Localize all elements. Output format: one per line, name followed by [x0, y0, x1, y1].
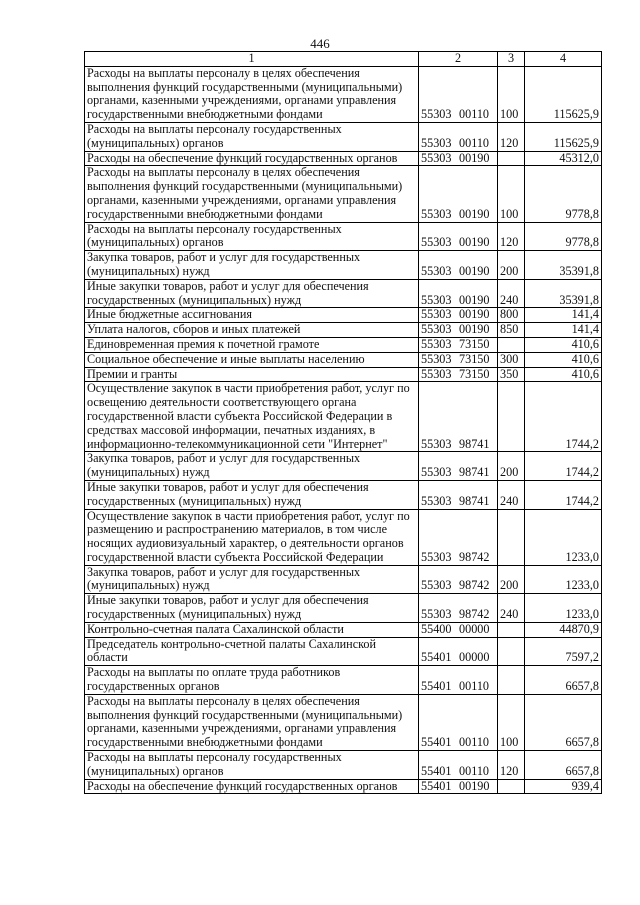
expense-name-cell: Иные закупки товаров, работ и услуг для обеспечения государственных (муниципальных) нужд — [85, 279, 419, 308]
expense-type-cell: 350 — [498, 367, 525, 382]
code-program: 55303 — [421, 206, 452, 221]
amount-cell: 6657,8 — [525, 694, 602, 750]
amount-cell: 1744,2 — [525, 452, 602, 481]
code-direction: 00110 — [459, 735, 490, 750]
code-direction: 00000 — [459, 650, 490, 665]
table-row — [85, 166, 602, 222]
header-col-4: 4 — [525, 52, 602, 67]
expense-name-cell: Осуществление закупок в части приобретения работ, услуг по освещению деятельности соответствующего органа государственной власти субъекта Российской Федерации в средствах массовой информации, печатных изданиях, в информационно-телекоммуникационной сети "Интернет" — [85, 382, 419, 452]
table-row — [85, 751, 602, 780]
classification-code-cell — [419, 308, 498, 323]
expense-type-cell: 200 — [498, 565, 525, 594]
budget-table — [84, 51, 602, 794]
amount-cell: 35391,8 — [525, 279, 602, 308]
classification-code-cell — [419, 279, 498, 308]
expense-type-cell: 240 — [498, 594, 525, 623]
expense-name-cell: Расходы на выплаты персоналу государственных (муниципальных) органов — [85, 122, 419, 151]
code-program: 55401 — [421, 650, 452, 665]
code-program: 55303 — [421, 292, 452, 307]
expense-name-cell: Иные бюджетные ассигнования — [85, 308, 419, 323]
expense-name-cell: Иные закупки товаров, работ и услуг для обеспечения государственных (муниципальных) нужд — [85, 480, 419, 509]
table-row — [85, 694, 602, 750]
code-direction: 00190 — [459, 292, 490, 307]
table-row — [85, 367, 602, 382]
amount-cell: 9778,8 — [525, 222, 602, 251]
code-direction: 00190 — [459, 263, 490, 278]
table-row — [85, 279, 602, 308]
code-program: 55303 — [421, 322, 452, 337]
table-row — [85, 337, 602, 352]
expense-type-cell: 300 — [498, 352, 525, 367]
classification-code-cell — [419, 251, 498, 280]
code-program: 55303 — [421, 263, 452, 278]
table-header-row — [85, 52, 602, 67]
amount-cell: 44870,9 — [525, 622, 602, 637]
table-row — [85, 222, 602, 251]
header-col-1: 1 — [85, 52, 419, 67]
expense-type-cell — [498, 509, 525, 565]
code-direction: 00110 — [459, 763, 490, 778]
table-row — [85, 308, 602, 323]
code-direction: 00190 — [459, 322, 490, 337]
code-program: 55401 — [421, 763, 452, 778]
table-row — [85, 565, 602, 594]
table-row — [85, 637, 602, 666]
amount-cell: 45312,0 — [525, 151, 602, 166]
expense-name-cell: Премии и гранты — [85, 367, 419, 382]
classification-code-cell — [419, 779, 498, 794]
table-row — [85, 452, 602, 481]
classification-code-cell — [419, 122, 498, 151]
code-direction: 00110 — [459, 679, 490, 694]
code-direction: 00190 — [459, 151, 490, 165]
amount-cell: 9778,8 — [525, 166, 602, 222]
code-direction: 00190 — [459, 307, 490, 322]
expense-type-cell: 240 — [498, 480, 525, 509]
expense-name-cell: Председатель контрольно-счетной палаты Сахалинской области — [85, 637, 419, 666]
expense-name-cell: Расходы на выплаты персоналу в целях обеспечения выполнения функций государственными (муниципальными) органами, казенными учреждениями, органами управления государственными внебюджетными фондами — [85, 166, 419, 222]
code-program: 55401 — [421, 779, 452, 793]
expense-name-cell: Контрольно-счетная палата Сахалинской области — [85, 622, 419, 637]
code-direction: 73150 — [459, 337, 490, 351]
code-program: 55303 — [421, 352, 452, 366]
code-program: 55303 — [421, 235, 452, 250]
amount-cell: 1744,2 — [525, 382, 602, 452]
code-direction: 00110 — [459, 135, 490, 150]
table-row — [85, 622, 602, 637]
table-row — [85, 151, 602, 166]
expense-type-cell: 100 — [498, 166, 525, 222]
amount-cell: 1744,2 — [525, 480, 602, 509]
expense-type-cell: 100 — [498, 66, 525, 122]
classification-code-cell — [419, 323, 498, 338]
amount-cell: 1233,0 — [525, 509, 602, 565]
expense-type-cell: 120 — [498, 751, 525, 780]
code-program: 55303 — [421, 367, 452, 381]
expense-name-cell: Уплата налогов, сборов и иных платежей — [85, 323, 419, 338]
table-row — [85, 352, 602, 367]
table-row — [85, 251, 602, 280]
amount-cell: 141,4 — [525, 323, 602, 338]
expense-type-cell: 850 — [498, 323, 525, 338]
code-program: 55303 — [421, 465, 452, 480]
expense-name-cell: Закупка товаров, работ и услуг для государственных (муниципальных) нужд — [85, 452, 419, 481]
page-number: 446 — [310, 36, 330, 51]
classification-code-cell — [419, 367, 498, 382]
classification-code-cell — [419, 480, 498, 509]
expense-name-cell: Расходы на выплаты персоналу в целях обеспечения выполнения функций государственными (муниципальными) органами, казенными учреждениями, органами управления государственными внебюджетными фондами — [85, 66, 419, 122]
header-col-2: 2 — [419, 52, 498, 67]
amount-cell: 115625,9 — [525, 66, 602, 122]
code-program: 55303 — [421, 436, 452, 451]
table-row — [85, 509, 602, 565]
amount-cell: 7597,2 — [525, 637, 602, 666]
expense-name-cell: Социальное обеспечение и иные выплаты населению — [85, 352, 419, 367]
amount-cell: 35391,8 — [525, 251, 602, 280]
classification-code-cell — [419, 637, 498, 666]
expense-type-cell — [498, 151, 525, 166]
expense-type-cell — [498, 637, 525, 666]
code-direction: 98741 — [459, 493, 490, 508]
table-row — [85, 323, 602, 338]
expense-name-cell: Расходы на выплаты персоналу государственных (муниципальных) органов — [85, 751, 419, 780]
table-row — [85, 480, 602, 509]
classification-code-cell — [419, 594, 498, 623]
expense-type-cell: 120 — [498, 222, 525, 251]
table-row — [85, 594, 602, 623]
amount-cell: 410,6 — [525, 367, 602, 382]
expense-type-cell — [498, 337, 525, 352]
classification-code-cell — [419, 622, 498, 637]
code-direction: 00190 — [459, 206, 490, 221]
amount-cell: 410,6 — [525, 352, 602, 367]
expense-name-cell: Единовременная премия к почетной грамоте — [85, 337, 419, 352]
classification-code-cell — [419, 382, 498, 452]
classification-code-cell — [419, 694, 498, 750]
code-direction: 73150 — [459, 367, 490, 381]
code-program: 55401 — [421, 735, 452, 750]
code-direction: 73150 — [459, 352, 490, 366]
expense-type-cell: 200 — [498, 452, 525, 481]
expense-name-cell: Иные закупки товаров, работ и услуг для обеспечения государственных (муниципальных) нужд — [85, 594, 419, 623]
expense-type-cell: 240 — [498, 279, 525, 308]
classification-code-cell — [419, 166, 498, 222]
code-program: 55303 — [421, 549, 452, 564]
expense-name-cell: Расходы на выплаты персоналу государственных (муниципальных) органов — [85, 222, 419, 251]
expense-type-cell — [498, 666, 525, 695]
code-direction: 98741 — [459, 465, 490, 480]
table-row — [85, 779, 602, 794]
expense-type-cell: 120 — [498, 122, 525, 151]
expense-type-cell: 800 — [498, 308, 525, 323]
code-program: 55303 — [421, 307, 452, 322]
classification-code-cell — [419, 452, 498, 481]
code-direction: 98742 — [459, 607, 490, 622]
classification-code-cell — [419, 352, 498, 367]
expense-name-cell: Расходы на обеспечение функций государственных органов — [85, 151, 419, 166]
header-col-3: 3 — [498, 52, 525, 67]
code-program: 55303 — [421, 151, 452, 165]
classification-code-cell — [419, 751, 498, 780]
code-direction: 98742 — [459, 549, 490, 564]
amount-cell: 1233,0 — [525, 594, 602, 623]
expense-name-cell: Закупка товаров, работ и услуг для государственных (муниципальных) нужд — [85, 565, 419, 594]
code-direction: 98742 — [459, 578, 490, 593]
expense-type-cell: 100 — [498, 694, 525, 750]
expense-type-cell — [498, 382, 525, 452]
classification-code-cell — [419, 222, 498, 251]
expense-type-cell: 200 — [498, 251, 525, 280]
classification-code-cell — [419, 337, 498, 352]
amount-cell: 141,4 — [525, 308, 602, 323]
code-program: 55303 — [421, 337, 452, 351]
classification-code-cell — [419, 666, 498, 695]
code-program: 55303 — [421, 107, 452, 122]
amount-cell: 115625,9 — [525, 122, 602, 151]
code-program: 55303 — [421, 493, 452, 508]
amount-cell: 6657,8 — [525, 666, 602, 695]
expense-name-cell: Расходы на выплаты персоналу в целях обеспечения выполнения функций государственными (муниципальными) органами, казенными учреждениями, органами управления государственными внебюджетными фондами — [85, 694, 419, 750]
table-row — [85, 66, 602, 122]
code-program: 55303 — [421, 578, 452, 593]
table-row — [85, 666, 602, 695]
amount-cell: 1233,0 — [525, 565, 602, 594]
code-program: 55303 — [421, 135, 452, 150]
expense-type-cell — [498, 622, 525, 637]
code-direction: 98741 — [459, 436, 490, 451]
code-program: 55401 — [421, 679, 452, 694]
classification-code-cell — [419, 509, 498, 565]
code-direction: 00110 — [459, 107, 490, 122]
expense-name-cell: Закупка товаров, работ и услуг для государственных (муниципальных) нужд — [85, 251, 419, 280]
code-direction: 00190 — [459, 779, 490, 793]
classification-code-cell — [419, 66, 498, 122]
amount-cell: 410,6 — [525, 337, 602, 352]
expense-name-cell: Осуществление закупок в части приобретения работ, услуг по размещению и распространению материалов, в том числе носящих аудиовизуальный характер, о деятельности органов государственной власти субъекта Российской Федерации — [85, 509, 419, 565]
table-row — [85, 382, 602, 452]
classification-code-cell — [419, 151, 498, 166]
code-program: 55400 — [421, 622, 452, 636]
amount-cell: 939,4 — [525, 779, 602, 794]
amount-cell: 6657,8 — [525, 751, 602, 780]
expense-name-cell: Расходы на выплаты по оплате труда работников государственных органов — [85, 666, 419, 695]
classification-code-cell — [419, 565, 498, 594]
table-row — [85, 122, 602, 151]
code-direction: 00190 — [459, 235, 490, 250]
code-program: 55303 — [421, 607, 452, 622]
code-direction: 00000 — [459, 622, 490, 636]
expense-type-cell — [498, 779, 525, 794]
expense-name-cell: Расходы на обеспечение функций государственных органов — [85, 779, 419, 794]
